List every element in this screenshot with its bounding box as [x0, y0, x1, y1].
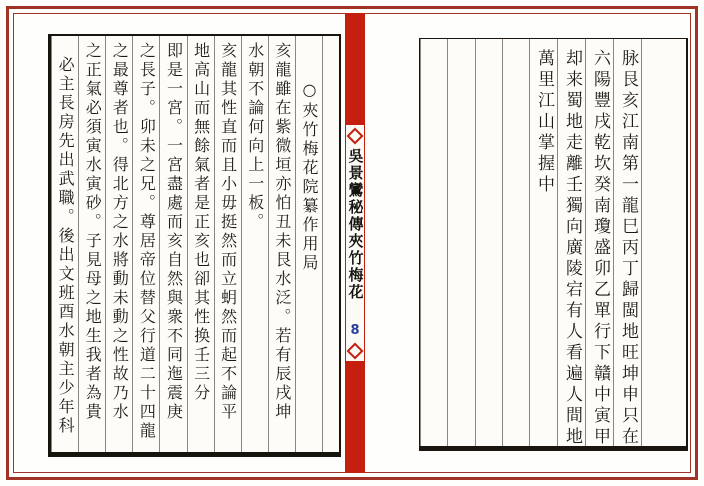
- left-page: [48, 34, 341, 457]
- left-column-8: [105, 36, 132, 452]
- right-column-2: [585, 39, 613, 446]
- page-number: 8: [350, 323, 360, 338]
- fishtail-bottom-icon: [347, 343, 364, 360]
- left-column-6-text: 即是一宮。一宮盡處而亥自然與衆不同迤震庚: [164, 42, 184, 422]
- fishtail-top-icon: [347, 128, 364, 145]
- spine-title: 吳景鸞秘傳夾竹梅花: [346, 148, 365, 301]
- left-column-8-text: 之最尊者也。得北方之水將動未動之性故乃水: [110, 42, 130, 422]
- right-empty-column-3: [447, 39, 474, 446]
- left-column-2: [268, 36, 295, 452]
- right-empty-column-4: [420, 39, 447, 446]
- left-column-7: [132, 36, 159, 452]
- spine-label: [346, 125, 364, 361]
- left-column-9-text: 之正氣必須寅水寅砂。子見母之地生我者為貴: [83, 42, 103, 422]
- spine: [345, 13, 365, 473]
- left-column-3: [241, 36, 268, 452]
- left-column-10: [51, 36, 78, 452]
- left-column-5-text: 地高山而無餘氣者是正亥也卻其性换壬三分: [191, 42, 211, 403]
- left-column-9: [78, 36, 105, 452]
- right-column-1: [613, 39, 641, 446]
- left-column-10-text: 必主長房先出武職。後出文班酉水朝主少年科: [56, 56, 76, 436]
- left-page-margin-column: [322, 36, 339, 452]
- right-empty-column-2: [475, 39, 502, 446]
- right-column-2-text: 六陽豐戌乾坎癸南瓊盛卯乙單行下贛中寅甲: [590, 49, 610, 448]
- right-page-margin-column: [641, 39, 686, 446]
- right-column-1-text: 脉艮亥江南第一龍巳丙丁歸閩地旺坤申只在: [618, 49, 638, 448]
- right-empty-column-1: [502, 39, 529, 446]
- right-column-3: [557, 39, 585, 446]
- left-column-3-text: 水朝不論何向上一板。: [245, 42, 265, 232]
- right-column-4-text: 萬里江山掌握中: [534, 49, 554, 196]
- left-column-2-text: 亥龍雖在紫微垣亦怕丑未艮水泛。若有辰戌坤: [272, 42, 292, 422]
- ink-specks: [0, 0, 2, 2]
- left-column-7-text: 之長子。卯未之兄。尊居帝位替父行道二十四龍: [137, 42, 157, 441]
- left-column-4-text: 亥龍其性直而且小毋挺然而立蚏然而起不論平: [218, 42, 238, 422]
- right-column-4: [529, 39, 557, 446]
- left-column-5: [187, 36, 214, 452]
- right-column-3-text: 却来蜀地走離壬獨向廣陵宕有人看遍人間地: [562, 49, 582, 448]
- left-column-6: [159, 36, 186, 452]
- right-page: [419, 38, 688, 451]
- left-column-4: [214, 36, 241, 452]
- left-column-1-text: ○夾竹梅花院纂作用局: [299, 80, 319, 273]
- left-column-1: [295, 36, 322, 452]
